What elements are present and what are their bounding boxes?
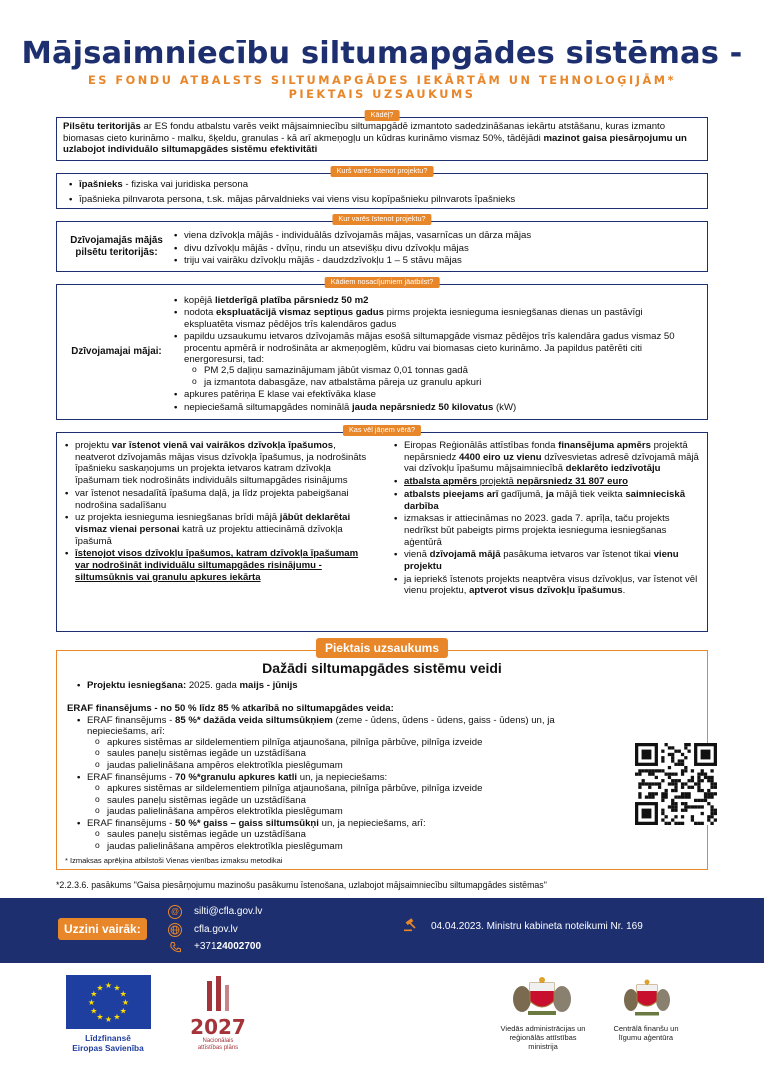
list-item: • izmaksas ir attiecināmas no 2023. gada 7. aprīļa, taču projekts nedrīkst būt pabeigts pirms projekta iesnieguma iesniegšanas aģentūrā [392, 513, 701, 548]
svg-text:★: ★ [113, 1012, 121, 1022]
who-list [57, 174, 707, 209]
list-item: • īpašnieka pilnvarota persona, t.sk. mājas pārvaldnieks vai viens visu kopīpašnieku pilnvarots īpašnieks [67, 194, 701, 206]
list-item: • īpašnieks - fiziska vai juridiska persona [67, 179, 701, 191]
page-subtitle: ES FONDU ATBALSTS SILTUMAPGĀDES IEKĀRTĀM UN TEHNOLOĢIJĀM* PIEKTAIS UZSAUKUMS [87, 74, 677, 101]
svg-text:★: ★ [87, 998, 96, 1007]
svg-text:★: ★ [96, 1012, 104, 1022]
svg-text:★: ★ [121, 998, 130, 1007]
list-item: • Eiropas Reģionālās attīstības fonda finansējuma apmērs projektā nepārsniedz 4400 eiro uz vienu dzīvesvietas adresē dzīvojamā mājā vai dzīvokļu īpašumu mājsaimniecībā deklarēto iedzīvotāju [392, 440, 701, 475]
eu-caption: Līdzfinansē Eiropas Savienība [72, 1033, 144, 1053]
svg-text:★: ★ [96, 983, 104, 993]
more-right-list [386, 440, 701, 598]
list-item: • vienā dzīvojamā mājā pasākuma ietvaros var īstenot tikai vienu projektu [392, 549, 701, 572]
conditions-list [172, 287, 692, 417]
npp-logo: 2027 Nacionālais attīstības plāns [186, 975, 250, 1055]
list-item: • īstenojot visos dzīvokļu īpašumos, katram dzīvokļa īpašumam var nodrošināt individuālu siltumapgādes risinājumu - siltumsūknis vai granulu apkures iekārta [63, 548, 372, 583]
web-contact[interactable]: cfla.gov.lv [168, 923, 238, 937]
list-item: • ja iepriekš īstenots projekts neaptvēra visus dzīvokļus, var īstenot vēl vienu projektu, aptverot visus dzīvokļu īpašumus. [392, 574, 701, 597]
gavel-icon [403, 918, 419, 935]
cost-note: * Izmaksas aprēķina atbilstoši Vienas vienības izmaksu metodikai [65, 856, 283, 865]
svg-text:★: ★ [90, 989, 98, 999]
conditions-tag: Kādiem nosacījumiem jāatbilst? [325, 277, 440, 288]
email-contact[interactable]: @ silti@cfla.gov.lv [168, 905, 262, 919]
why-box [56, 110, 708, 161]
more-tag: Kas vēl jāņem vērā? [343, 425, 421, 436]
list-item: • divu dzīvokļu mājās - dvīņu, rindu un atsevišķu divu dzīvokļu mājas [172, 243, 531, 255]
svg-text:★: ★ [104, 1015, 113, 1024]
list-item: • var īstenot nesadalītā īpašuma daļā, ja līdz projekta pabeigšanai nodrošina sadalīšanu [63, 488, 372, 511]
list-item: • nodota ekspluatācijā vismaz septiņus gadus pirms projekta iesnieguma iesniegšanas dienas un pastāvīgi ekspluatēta vismaz pēdējos trīs kalendāros gadus [172, 307, 686, 330]
list-item: • viena dzīvokļa mājās - individuālās dzīvojamās mājas, vasarnīcas un dārza mājas [172, 230, 531, 242]
list-item: • ERAF finansējums - 70 %*granulu apkures katli un, ja nepieciešams: o apkures sistēmas ar sildelementiem pilnīga atjaunošana, pilnīga pārbūve, pilnīga izveide o saules paneļu sistēmas iegāde un uzstādīšana o jaudas palielināšana ampēros elektrotīkla pieslēgumam [75, 772, 611, 817]
varam-caption: Viedās administrācijas un reģionālās attīstības ministrija [500, 1024, 586, 1051]
eraf-list [57, 715, 617, 857]
eu-logo [66, 975, 151, 1029]
list-item: • projektu var īstenot vienā vai vairākos dzīvokļa īpašumos, neatverot dzīvojamās mājas visus dzīvokļa īpašumus, ja nodrošināts īpašnieku saskaņojums un projekta ietvaros katram dzīvokļa īpašumam tiek nodrošināts individuāls siltumapgādes risinājums [63, 440, 372, 487]
varam-coat-of-arms [510, 975, 574, 1017]
list-item: • ERAF finansējums - 85 %* dažāda veida siltumsūkņiem (zeme - ūdens, ūdens - ūdens, gaiss - ūdens) un, ja nepieciešams, arī: o apkures sistēmas ar sildelementiem pilnīga atjaunošana, pilnīga pārbūve, pilnīga izveide o saules paneļu sistēmas iegāde un uzstādīšana o jaudas palielināšana ampēros elektrotīkla pieslēgumam [75, 715, 611, 771]
fifth-call-box [56, 641, 708, 870]
submission-list [57, 677, 707, 696]
where-box [56, 214, 708, 272]
fifth-call-tag: Piektais uzsaukums [316, 638, 448, 658]
svg-text:★: ★ [90, 1006, 98, 1016]
conditions-box [56, 277, 708, 420]
eraf-heading: ERAF finansējums - no 50 % līdz 85 % atkarībā no siltumapgādes veida: [67, 703, 394, 715]
svg-text:★: ★ [119, 1006, 127, 1016]
list-item: • apkures patēriņa E klase vai efektīvāka klase [172, 389, 686, 400]
footnote: *2.2.3.6. pasākums "Gaisa piesārņojumu mazinošu pasākumu īstenošana, uzlabojot mājsaimniecību siltumapgādes sistēmas" [56, 880, 547, 890]
list-item: • Projektu iesniegšana: 2025. gada maijs - jūnijs [75, 680, 701, 692]
who-box [56, 166, 708, 209]
globe-icon [168, 923, 182, 937]
qr-code[interactable] [635, 743, 717, 825]
list-item: • kopējā lietderīgā platība pārsniedz 50 m2 [172, 295, 686, 306]
where-tag: Kur varēs īstenot projektu? [332, 214, 431, 225]
who-tag: Kurš varēs īstenot projektu? [331, 166, 434, 177]
where-list [172, 222, 537, 271]
where-label: Dzīvojamajās mājās pilsētu teritorijās: [70, 234, 163, 258]
why-tag: Kādēļ? [365, 110, 400, 121]
conditions-label: Dzīvojamajai mājai: [71, 346, 162, 358]
learn-more-button[interactable]: Uzzini vairāk: [58, 918, 147, 940]
at-icon: @ [168, 905, 182, 919]
list-item: • atbalsta apmērs projektā nepārsniedz 31 807 euro [392, 476, 701, 488]
list-item: • atbalsts pieejams arī gadījumā, ja mājā tiek veikta saimnieciskā darbība [392, 489, 701, 512]
list-item: • papildu uzsaukumu ietvaros dzīvojamās mājas esošā siltumapgāde vismaz pēdējos trīs kalendāra gadus vismaz 50 procentu apmērā ir nodrošināta ar akmeņoglēm, kūdru vai biomasas cieto kurināmo. Ja papildus patērēti citi energoresursi, tad: o PM 2,5 daļiņu samazinājumam jābūt vismaz 0,01 tonnas gadā o ja izmantota dabasgāze, nav atbalstāma pāreja uz granulu apkuri [172, 331, 686, 388]
svg-text:★: ★ [104, 981, 113, 990]
law-reference: 04.04.2023. Ministru kabineta noteikumi Nr. 169 [403, 918, 643, 935]
phone-icon [168, 940, 182, 954]
cfla-coat-of-arms [622, 978, 672, 1018]
fifth-heading: Dažādi siltumapgādes sistēmu veidi [262, 660, 502, 676]
phone-contact[interactable]: +371 24002700 [168, 940, 261, 954]
list-item: • ERAF finansējums - 50 %* gaiss – gaiss siltumsūkņi un, ja nepieciešams, arī: o saules paneļu sistēmas iegāde un uzstādīšana o jaudas palielināšana ampēros elektrotīkla pieslēgumam [75, 818, 611, 852]
more-left-list [63, 440, 386, 598]
list-item: • uz projekta iesnieguma iesniegšanas brīdi mājā jābūt deklarētai vismaz vienai personai katrā uz projektu attiecināmā dzīvokļa īpašumā [63, 512, 372, 547]
page-title: Mājsaimniecību siltumapgādes sistēmas - [21, 36, 743, 71]
cfla-caption: Centrālā finanšu un līgumu aģentūra [613, 1024, 679, 1042]
svg-text:★: ★ [119, 989, 127, 999]
list-item: • triju vai vairāku dzīvokļu mājās - daudzdzīvokļu 1 – 5 stāvu mājas [172, 255, 531, 267]
list-item: • nepieciešamā siltumapgādes nominālā jauda nepārsniedz 50 kilovatus (kW) [172, 402, 686, 413]
more-box [56, 425, 708, 632]
why-text: Pilsētu teritorijās ar ES fondu atbalstu varēs veikt mājsaimniecību siltumapgādē izmantoto sadedzināšanas iekārtu atstāšanu, kuras izmanto biomasas cieto kurināmo - malku, šķeldu, granulas - kā arī akmeņogļu un kūdras kurināmo vismaz 50%, tādējādi mazinot gaisa piesārņojumu un uzlabojot individuālo siltumapgādes sistēmu efektivitāti [63, 121, 687, 155]
svg-text:★: ★ [113, 983, 121, 993]
